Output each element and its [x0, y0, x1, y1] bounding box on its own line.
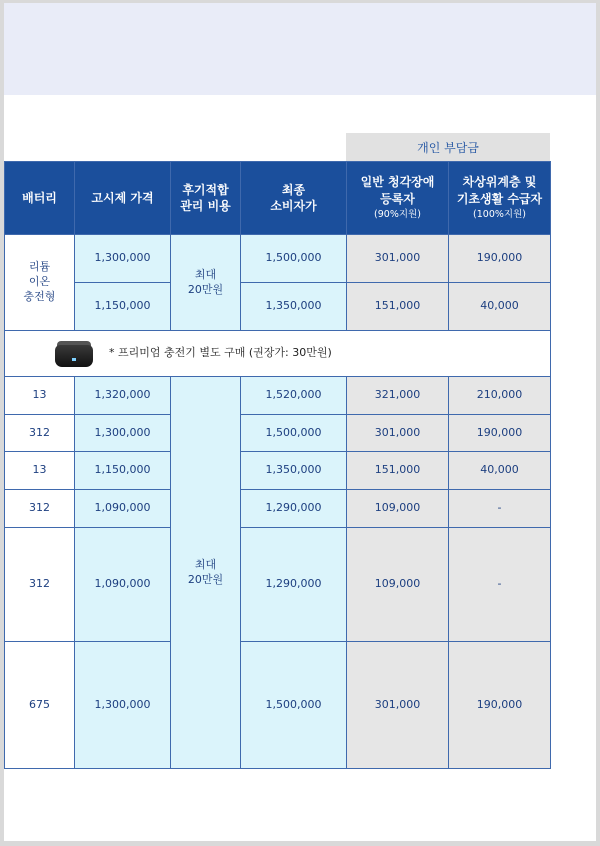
notice-price-cell: 1,150,000 — [75, 452, 171, 490]
battery-cell: 리튬 이온 충전형 — [5, 235, 75, 331]
header-battery: 배터리 — [5, 162, 75, 235]
header-consumer-price: 최종 소비자가 — [241, 162, 347, 235]
battery-cell: 312 — [5, 528, 75, 642]
consumer-price-cell: 1,290,000 — [241, 528, 347, 642]
basic-cost-cell: 40,000 — [449, 283, 551, 331]
table-row — [5, 283, 551, 331]
header-aftercare: 후기적합 관리 비용 — [171, 162, 241, 235]
basic-cost-cell: 190,000 — [449, 415, 551, 452]
consumer-price-cell: 1,350,000 — [241, 452, 347, 490]
header-registered-sub: (90%지원) — [374, 208, 421, 220]
registered-cost-cell: 151,000 — [347, 452, 449, 490]
battery-cell: 13 — [5, 377, 75, 415]
notice-price-cell: 1,320,000 — [75, 377, 171, 415]
consumer-price-cell: 1,290,000 — [241, 490, 347, 528]
aftercare-cell: 최대 20만원 — [171, 377, 241, 769]
header-basic-livelihood: 차상위계층 및 기초생활 수급자 (100%지원) — [449, 162, 551, 235]
registered-cost-cell: 301,000 — [347, 235, 449, 283]
registered-cost-cell: 109,000 — [347, 528, 449, 642]
basic-cost-cell: 210,000 — [449, 377, 551, 415]
personal-cost-group-header: 개인 부담금 — [346, 133, 550, 161]
battery-cell: 675 — [5, 642, 75, 769]
price-table — [4, 161, 551, 769]
consumer-price-cell: 1,350,000 — [241, 283, 347, 331]
notice-price-cell: 1,150,000 — [75, 283, 171, 331]
table-row — [5, 490, 551, 528]
notice-price-cell: 1,090,000 — [75, 490, 171, 528]
document-page — [4, 3, 596, 841]
basic-cost-cell: 190,000 — [449, 235, 551, 283]
consumer-price-cell: 1,500,000 — [241, 415, 347, 452]
basic-cost-cell: 190,000 — [449, 642, 551, 769]
table-row — [5, 528, 551, 642]
charger-note: * 프리미엄 충전기 별도 구매 (권장가: 30만원) — [109, 346, 332, 360]
battery-cell: 13 — [5, 452, 75, 490]
charger-case-icon — [53, 339, 95, 369]
notice-price-cell: 1,300,000 — [75, 235, 171, 283]
notice-price-cell: 1,300,000 — [75, 642, 171, 769]
table-row — [5, 377, 551, 415]
header-registered: 일반 청각장애 등록자 (90%지원) — [347, 162, 449, 235]
table-row — [5, 415, 551, 452]
table-row — [5, 235, 551, 283]
registered-cost-cell: 151,000 — [347, 283, 449, 331]
basic-cost-cell: 40,000 — [449, 452, 551, 490]
consumer-price-cell: 1,500,000 — [241, 642, 347, 769]
note-row — [5, 331, 551, 377]
registered-cost-cell: 301,000 — [347, 642, 449, 769]
header-basic-sub: (100%지원) — [473, 208, 526, 220]
registered-cost-cell: 321,000 — [347, 377, 449, 415]
header-notice-price: 고시제 가격 — [75, 162, 171, 235]
registered-cost-cell: 109,000 — [347, 490, 449, 528]
notice-price-cell: 1,090,000 — [75, 528, 171, 642]
table-row — [5, 642, 551, 769]
table-header-row — [5, 162, 551, 235]
basic-cost-cell: - — [449, 528, 551, 642]
table-row — [5, 452, 551, 490]
header-band — [4, 3, 596, 95]
basic-cost-cell: - — [449, 490, 551, 528]
battery-cell: 312 — [5, 415, 75, 452]
consumer-price-cell: 1,520,000 — [241, 377, 347, 415]
notice-price-cell: 1,300,000 — [75, 415, 171, 452]
aftercare-cell: 최대 20만원 — [171, 235, 241, 331]
registered-cost-cell: 301,000 — [347, 415, 449, 452]
consumer-price-cell: 1,500,000 — [241, 235, 347, 283]
battery-cell: 312 — [5, 490, 75, 528]
